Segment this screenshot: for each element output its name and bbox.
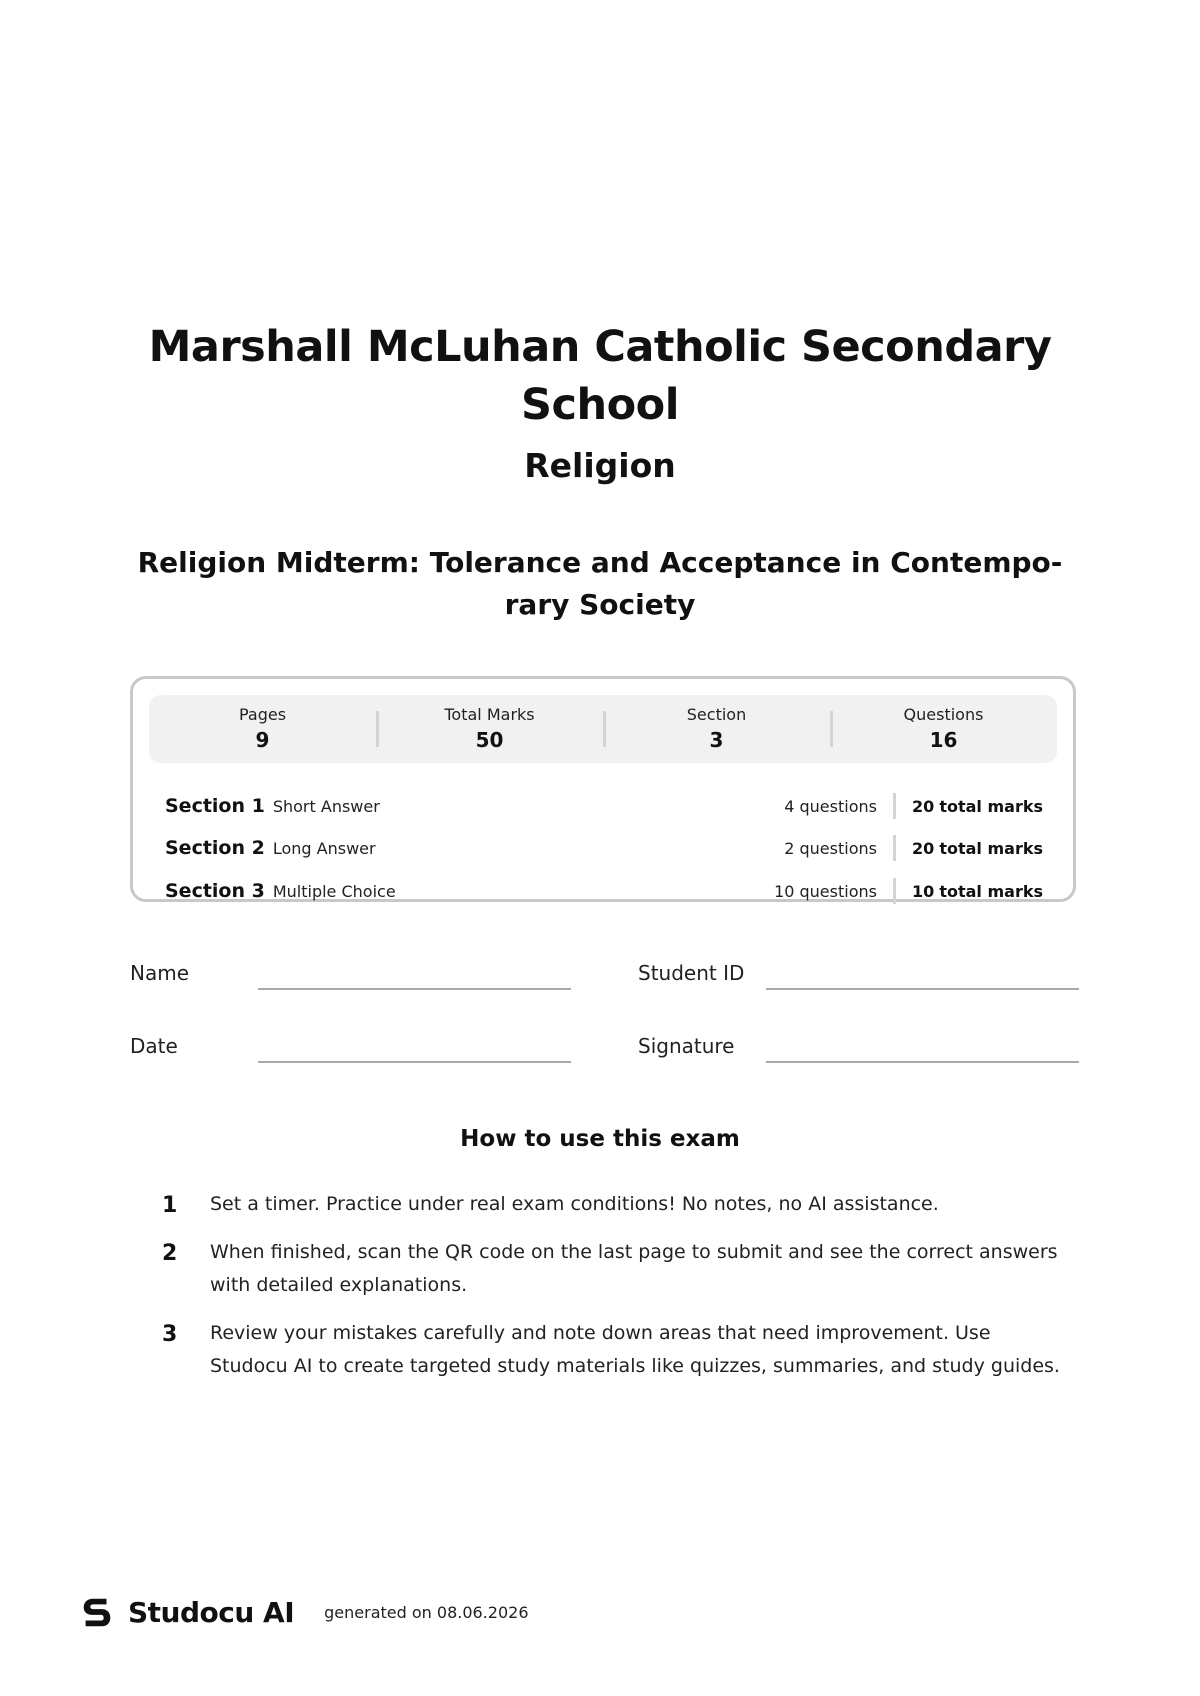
stat-label: Total Marks	[444, 705, 535, 724]
section-marks	[896, 797, 1043, 816]
section-type: Multiple Choice	[272, 881, 396, 901]
exam-summary-box	[130, 676, 1076, 902]
section-marks-suffix: total marks	[939, 838, 1043, 858]
brand-name: Studocu AI	[128, 1595, 295, 1629]
section-title: Section 3	[165, 880, 265, 902]
section-marks-number: 20	[911, 838, 935, 858]
generated-date: generated on 08.06.2026	[324, 1602, 529, 1622]
section-row-2	[165, 833, 1043, 863]
section-question-count: 2 questions	[784, 838, 877, 858]
stat-value: 9	[255, 728, 270, 752]
section-question-count: 10 questions	[774, 881, 877, 901]
stat-pages	[149, 695, 376, 763]
school-title: Marshall McLuhan Catholic Secondary School	[148, 322, 1052, 430]
name-field[interactable]	[258, 988, 571, 990]
section-marks-number: 20	[911, 796, 935, 816]
section-row-1	[165, 791, 1043, 821]
date-field[interactable]	[258, 1061, 571, 1063]
section-marks-suffix: total marks	[939, 796, 1043, 816]
section-question-count: 4 questions	[784, 796, 877, 816]
howto-step-1	[162, 1188, 1062, 1222]
stat-total-marks	[376, 695, 603, 763]
section-title: Section 2	[165, 837, 265, 859]
student-id-label: Student ID	[638, 961, 745, 985]
subject-title: Religion	[524, 446, 676, 485]
section-type: Short Answer	[272, 796, 380, 816]
signature-field[interactable]	[766, 1061, 1079, 1063]
section-marks	[896, 882, 1043, 901]
section-type: Long Answer	[272, 838, 376, 858]
stat-section	[603, 695, 830, 763]
step-text: Review your mistakes carefully and note down areas that need improvement. Use Studocu AI to create targeted study materials like quizzes, summaries, and study guides.	[210, 1322, 1060, 1377]
stat-label: Pages	[238, 705, 287, 724]
section-marks	[896, 839, 1043, 858]
howto-step-2	[162, 1236, 1062, 1302]
howto-step-3	[162, 1317, 1062, 1383]
section-marks-number: 10	[911, 881, 935, 901]
step-number: 2	[162, 1241, 178, 1266]
step-number: 3	[162, 1322, 178, 1347]
stat-value: 50	[475, 728, 504, 752]
stats-bar	[149, 695, 1057, 763]
step-text: Set a timer. Practice under real exam conditions! No notes, no AI assistance.	[210, 1193, 939, 1215]
exam-title: Religion Midterm: Tolerance and Acceptance in Contempo-rary Society	[137, 546, 1063, 621]
stat-value: 16	[929, 728, 958, 752]
howto-title: How to use this exam	[460, 1126, 740, 1152]
date-label: Date	[130, 1034, 178, 1058]
footer	[78, 1590, 529, 1634]
studocu-logo-icon	[78, 1593, 116, 1631]
stat-label: Questions	[903, 705, 984, 724]
stat-questions	[830, 695, 1057, 763]
step-number: 1	[162, 1193, 178, 1218]
stat-value: 3	[709, 728, 724, 752]
student-id-field[interactable]	[766, 988, 1079, 990]
section-marks-suffix: total marks	[939, 881, 1043, 901]
step-text: When finished, scan the QR code on the last page to submit and see the correct answers with detailed explanations.	[210, 1241, 1058, 1296]
section-row-3	[165, 876, 1043, 906]
stat-label: Section	[686, 705, 747, 724]
name-label: Name	[130, 961, 190, 985]
signature-label: Signature	[638, 1034, 735, 1058]
section-title: Section 1	[165, 795, 265, 817]
